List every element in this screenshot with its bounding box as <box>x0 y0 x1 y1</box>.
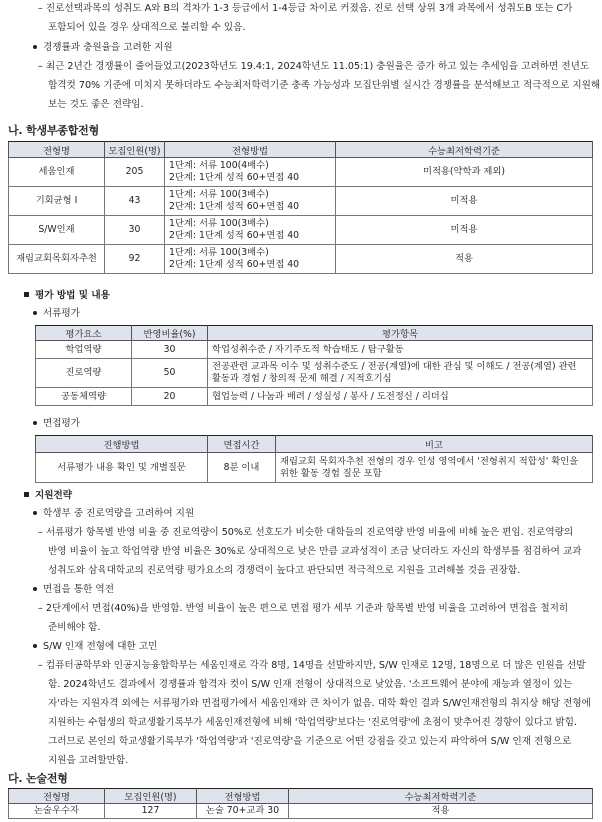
table-header-row <box>36 436 593 453</box>
strategy-d2-line1: – 2단계에서 면접(40%)을 반영함. 반영 비율이 높은 편으로 면접 평가 세부 기준과 항목별 반영 비율을 고려하여 면접을 철저히 <box>38 603 569 614</box>
intro-dash2-line2: 합격컷 70% 기준에 미치지 못하더라도 수능최저학력기준 충족 가능성과 모집단위별 실시간 경쟁률을 분석해보고 적극적으로 지원해 <box>48 80 601 91</box>
table-header-row <box>9 142 593 158</box>
square-bullet-icon <box>24 292 29 297</box>
note-line: 위한 활동 경험 질문 포함 <box>280 467 382 479</box>
cell-element: 진로역량 <box>36 359 132 388</box>
method-line: 1단계: 서류 100(4배수) <box>169 160 269 171</box>
cell-name: 논술우수자 <box>9 804 105 819</box>
cell-count: 92 <box>105 245 165 274</box>
cell-note <box>276 453 593 483</box>
col-header: 수능최저학력기준 <box>289 789 593 804</box>
strategy-b1 <box>33 507 194 520</box>
strategy-b2 <box>33 583 114 596</box>
table-row <box>9 187 593 216</box>
interview-table <box>35 435 593 483</box>
col-header: 전형명 <box>9 789 105 804</box>
cell-count: 43 <box>105 187 165 216</box>
col-header: 모집인원(명) <box>105 142 165 158</box>
col-header: 반영비율(%) <box>132 326 208 341</box>
cell-min: 적용 <box>289 804 593 819</box>
cell-method <box>165 158 336 187</box>
cell-count: 30 <box>105 216 165 245</box>
cell-min: 미적용(약학과 제외) <box>336 158 593 187</box>
items-line: 전공관련 교과목 이수 및 성취수준도 / 전공(계열)에 대한 관심 및 이해도 / 전공(계열) 관련 <box>212 361 577 372</box>
cell-name: 재림교회목회자추천 <box>9 245 105 274</box>
strategy-b3-text: S/W 인재 전형에 대한 고민 <box>43 641 158 652</box>
cell-items: 협업능력 / 나눔과 배려 / 성실성 / 봉사 / 도전정신 / 리더십 <box>208 388 593 406</box>
method-line: 1단계: 서류 100(3배수) <box>169 218 269 229</box>
table-row <box>36 341 593 359</box>
method-line: 1단계: 서류 100(3배수) <box>169 247 269 258</box>
cell-method <box>165 187 336 216</box>
section-title-da: 다. 논술전형 <box>8 772 68 785</box>
intro-dash1-line2: 포함되어 있을 경우 상대적으로 불리할 수 있음. <box>48 22 246 33</box>
cell-min: 미적용 <box>336 187 593 216</box>
cell-name: S/W인재 <box>9 216 105 245</box>
table-row <box>9 158 593 187</box>
col-header: 전형방법 <box>197 789 289 804</box>
interview-label <box>33 417 80 430</box>
col-header: 면접시간 <box>208 436 276 453</box>
table-row <box>9 216 593 245</box>
cell-element: 학업역량 <box>36 341 132 359</box>
cell-element: 공동체역량 <box>36 388 132 406</box>
cell-method <box>165 216 336 245</box>
col-header: 평가요소 <box>36 326 132 341</box>
strategy-d3-line2: 함. 2024학년도 결과에서 경쟁률과 합격자 컷이 S/W 인재 전형이 상대적으로 낮았음. '소프트웨어 분야에 재능과 열정이 있는 <box>48 679 573 690</box>
items-line: 활동과 경험 / 창의적 문제 해결 / 지적호기심 <box>212 373 392 384</box>
cell-ratio: 20 <box>132 388 208 406</box>
intro-dash2-line1: – 최근 2년간 경쟁률이 줄어들었고(2023학년도 19.4:1, 2024학년도 11.05:1) 충원율은 증가 하고 있는 추세임을 고려하면 전년도 <box>38 61 590 72</box>
intro-bullet <box>33 41 173 54</box>
table-header-row <box>9 789 593 804</box>
strategy-d2-line2: 준비해야 함. <box>48 622 101 633</box>
method-line: 2단계: 1단계 성적 60+면접 40 <box>169 201 300 212</box>
bullet-dot-icon <box>33 421 37 425</box>
table-row <box>9 245 593 274</box>
method-line: 1단계: 서류 100(3배수) <box>169 189 269 200</box>
strategy-heading-text: 지원전략 <box>35 490 73 501</box>
table-header-row <box>36 326 593 341</box>
method-line: 2단계: 1단계 성적 60+면접 40 <box>169 259 300 270</box>
section-title-na: 나. 학생부종합전형 <box>8 124 100 137</box>
evaluation-heading-text: 평가 방법 및 내용 <box>35 290 110 301</box>
strategy-d3-line1: – 컴퓨터공학부와 인공지능융합학부는 세움인재로 각각 8명, 14명을 선발하지만, S/W 인재로 12명, 18명으로 더 많은 인원을 선발 <box>38 660 586 671</box>
square-bullet-icon <box>24 492 29 497</box>
bullet-dot-icon <box>33 311 37 315</box>
col-header: 진행방법 <box>36 436 208 453</box>
table-row <box>9 804 593 819</box>
cell-min: 미적용 <box>336 216 593 245</box>
cell-min: 적용 <box>336 245 593 274</box>
bullet-dot-icon <box>33 587 37 591</box>
col-header: 전형방법 <box>165 142 336 158</box>
strategy-d3-line6: 지원을 고려할만함. <box>48 755 129 766</box>
table-row <box>36 453 593 483</box>
strategy-d3-line4: 지원하는 수험생의 학교생활기록부가 세움인재전형에 비해 '학업역량'보다는 '진로역량'에 초점이 맞추어진 경향이 있다고 밝힘. <box>48 717 578 728</box>
strategy-d1-line3: 성취도와 삼육대학교의 진로역량 평가요소의 경쟁력이 높다고 판단되면 적극적으로 지원을 고려해볼 것을 권장함. <box>48 565 521 576</box>
doc-eval-label <box>33 307 80 320</box>
intro-dash2-line3: 보는 것도 좋은 전략임. <box>48 99 144 110</box>
bullet-dot-icon <box>33 644 37 648</box>
intro-bullet-text: 경쟁률과 충원율을 고려한 지원 <box>43 42 173 53</box>
doc-eval-table <box>35 325 593 406</box>
col-header: 전형명 <box>9 142 105 158</box>
table-row <box>36 359 593 388</box>
col-header: 비고 <box>276 436 593 453</box>
cell-count: 205 <box>105 158 165 187</box>
cell-name: 기회균형 I <box>9 187 105 216</box>
strategy-d1-line2: 반영 비율이 높고 학업역량 반영 비율은 30%로 상대적으로 낮은 만큼 교과성적이 조금 낮더라도 자신의 학생부를 점검하여 교과 <box>48 546 582 557</box>
method-line: 2단계: 1단계 성적 60+면접 40 <box>169 172 300 183</box>
strategy-b2-text: 면접을 통한 역전 <box>43 584 114 595</box>
strategy-b3 <box>33 640 157 653</box>
evaluation-heading <box>24 289 110 302</box>
cell-time: 8분 이내 <box>208 453 276 483</box>
essay-table <box>8 788 593 819</box>
cell-ratio: 30 <box>132 341 208 359</box>
interview-label-text: 면접평가 <box>43 418 81 429</box>
strategy-heading <box>24 489 72 502</box>
col-header: 모집인원(명) <box>105 789 197 804</box>
bullet-dot-icon <box>33 511 37 515</box>
cell-method <box>165 245 336 274</box>
cell-method: 논술 70+교과 30 <box>197 804 289 819</box>
comprehensive-table <box>8 141 593 274</box>
cell-items <box>208 359 593 388</box>
strategy-d1-line1: – 서류평가 항목별 반영 비율 중 진로역량이 50%로 선호도가 비슷한 대학들의 진로역량 반영 비율에 비해 높은 편임. 진로역량의 <box>38 527 574 538</box>
cell-ratio: 50 <box>132 359 208 388</box>
cell-method: 서류평가 내용 확인 및 개별질문 <box>36 453 208 483</box>
table-row <box>36 388 593 406</box>
cell-name: 세움인재 <box>9 158 105 187</box>
cell-items: 학업성취수준 / 자기주도적 학습태도 / 탐구활동 <box>208 341 593 359</box>
doc-eval-label-text: 서류평가 <box>43 308 81 319</box>
strategy-b1-text: 학생부 중 진로역량을 고려하여 지원 <box>43 508 195 519</box>
cell-count: 127 <box>105 804 197 819</box>
col-header: 평가항목 <box>208 326 593 341</box>
note-line: 재림교회 목회자추천 전형의 경우 인성 영역에서 '전형취지 적합성' 확인을 <box>280 455 579 467</box>
strategy-d3-line5: 그러므로 본인의 학교생활기록부가 '학업역량'과 '진로역량'을 기준으로 어떤 강점을 갖고 있는지 파악하여 S/W 인재 전형으로 <box>48 736 572 747</box>
intro-dash1-line1: – 진로선택과목의 성취도 A와 B의 격차가 1-3 등급에서 1-4등급 차이로 커졌음. 진로 선택 상위 3개 과목에서 성취도B 또는 C가 <box>38 3 573 14</box>
col-header: 수능최저학력기준 <box>336 142 593 158</box>
strategy-d3-line3: 자'라는 지원자격 외에는 서류평가와 면접평가에서 세움인재와 큰 차이가 없음. 대학 확인 결과 S/W인재전형의 취지상 해당 전형에 <box>48 698 591 709</box>
bullet-dot-icon <box>33 45 37 49</box>
method-line: 2단계: 1단계 성적 60+면접 40 <box>169 230 300 241</box>
